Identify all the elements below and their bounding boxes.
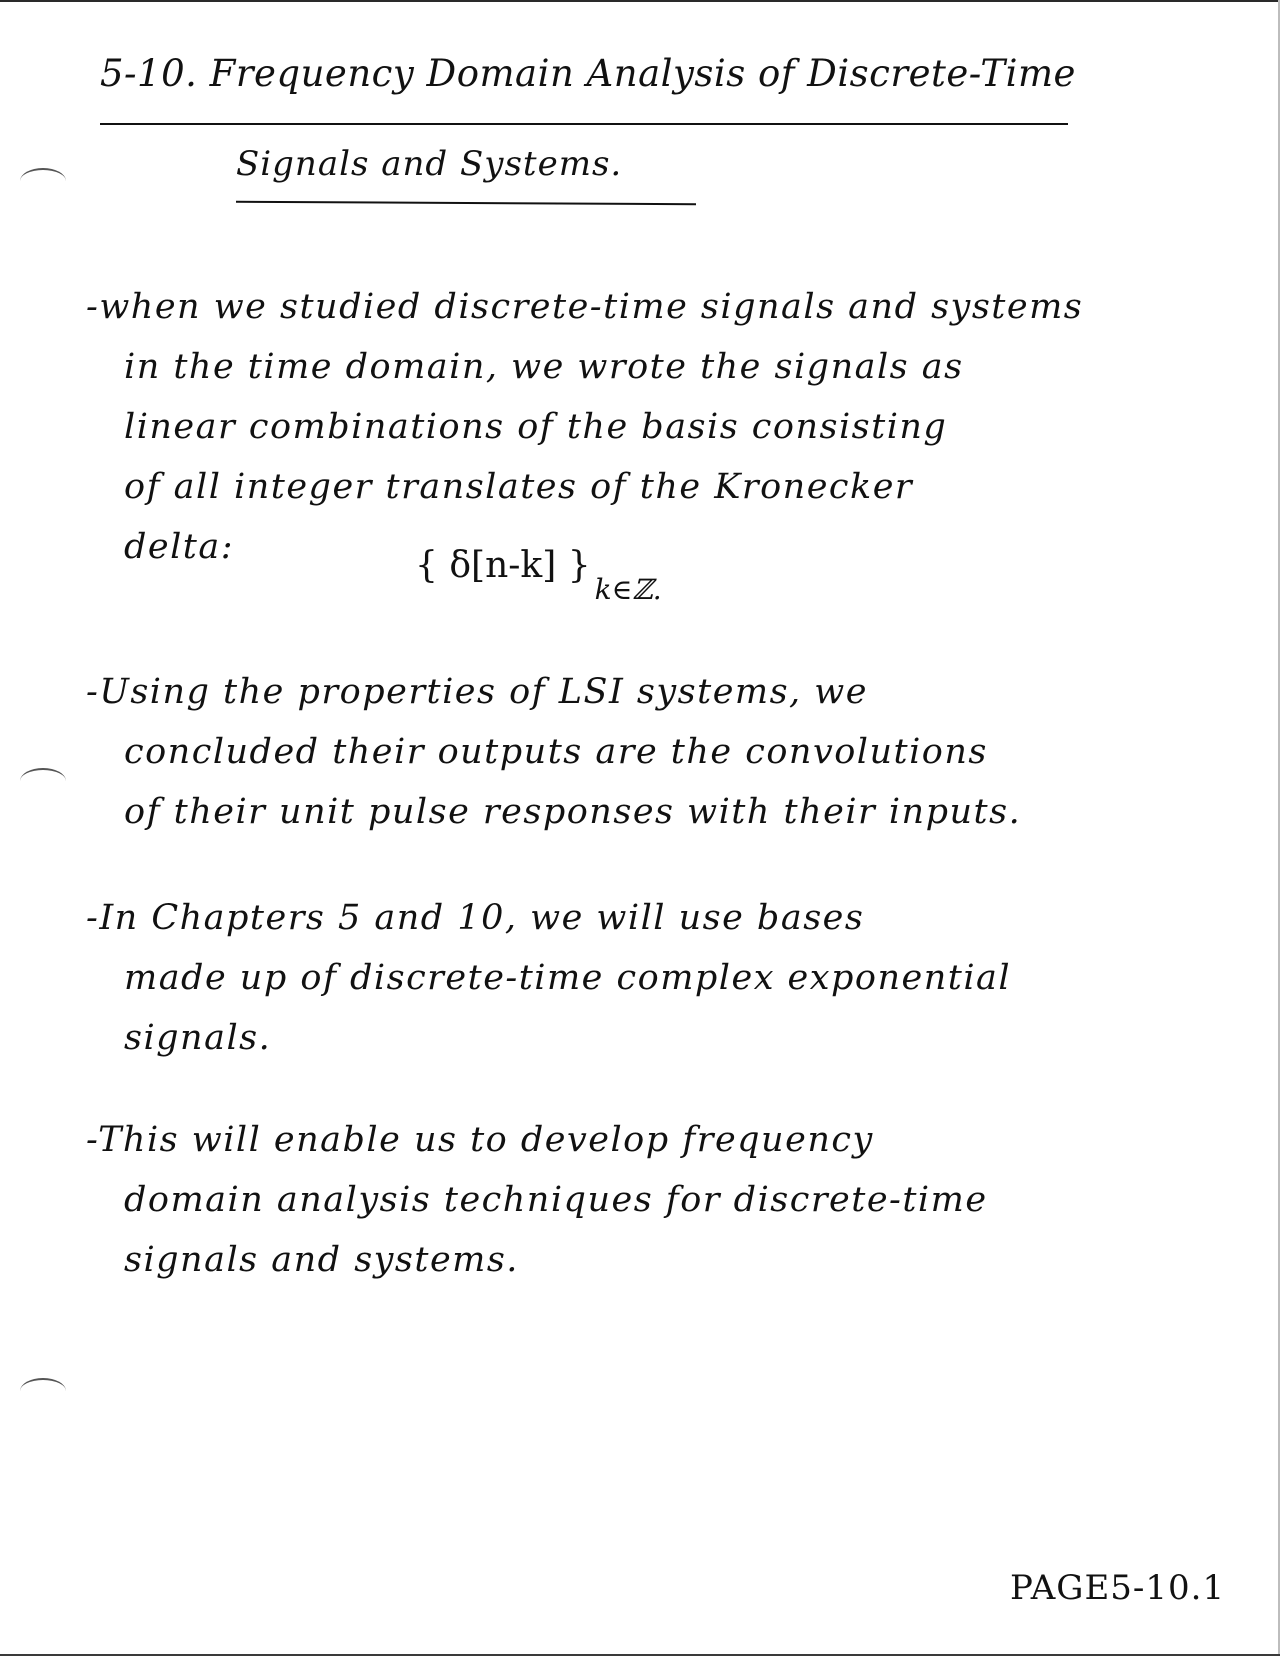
punch-hole-mark-bottom [20, 1378, 66, 1404]
paragraph-line: -Using the properties of LSI systems, we [86, 672, 868, 712]
paragraph-line: -This will enable us to develop frequency [86, 1120, 874, 1160]
title-underline-2 [236, 201, 696, 205]
paragraph-frequency-domain [86, 1110, 1226, 1290]
paragraph-line: of all integer translates of the Kronecker [124, 467, 914, 507]
paragraph-line: delta: [124, 527, 235, 567]
paragraph-line: concluded their outputs are the convolutions [124, 732, 988, 772]
paragraph-line: -In Chapters 5 and 10, we will use bases [86, 898, 865, 938]
formula-main: { δ[n-k] } [415, 545, 591, 586]
paragraph-line: linear combinations of the basis consisting [124, 407, 948, 447]
page-number: PAGE5-10.1 [1010, 1568, 1226, 1608]
paragraph-line: of their unit pulse responses with their inputs. [124, 792, 1022, 832]
paragraph-lsi-systems [86, 662, 1226, 842]
paragraph-line: -when we studied discrete-time signals and systems [86, 287, 1084, 327]
punch-hole-mark-middle [20, 768, 66, 794]
paragraph-time-domain [86, 277, 1226, 577]
paragraph-line: domain analysis techniques for discrete-time [124, 1180, 988, 1220]
paragraph-line: in the time domain, we wrote the signals as [124, 347, 964, 387]
section-title-line1: 5-10. Frequency Domain Analysis of Discrete-Time [100, 52, 1076, 95]
paragraph-chapters [86, 888, 1226, 1068]
title-underline-1 [100, 123, 1068, 125]
paragraph-line: made up of discrete-time complex exponential [124, 958, 1012, 998]
formula-subscript: k∈ℤ. [594, 573, 662, 606]
punch-hole-mark-top [20, 168, 66, 194]
page-top-edge [0, 0, 1280, 2]
section-title-line2: Signals and Systems. [236, 144, 623, 184]
paragraph-line: signals. [124, 1018, 272, 1058]
paragraph-line: signals and systems. [124, 1240, 519, 1280]
